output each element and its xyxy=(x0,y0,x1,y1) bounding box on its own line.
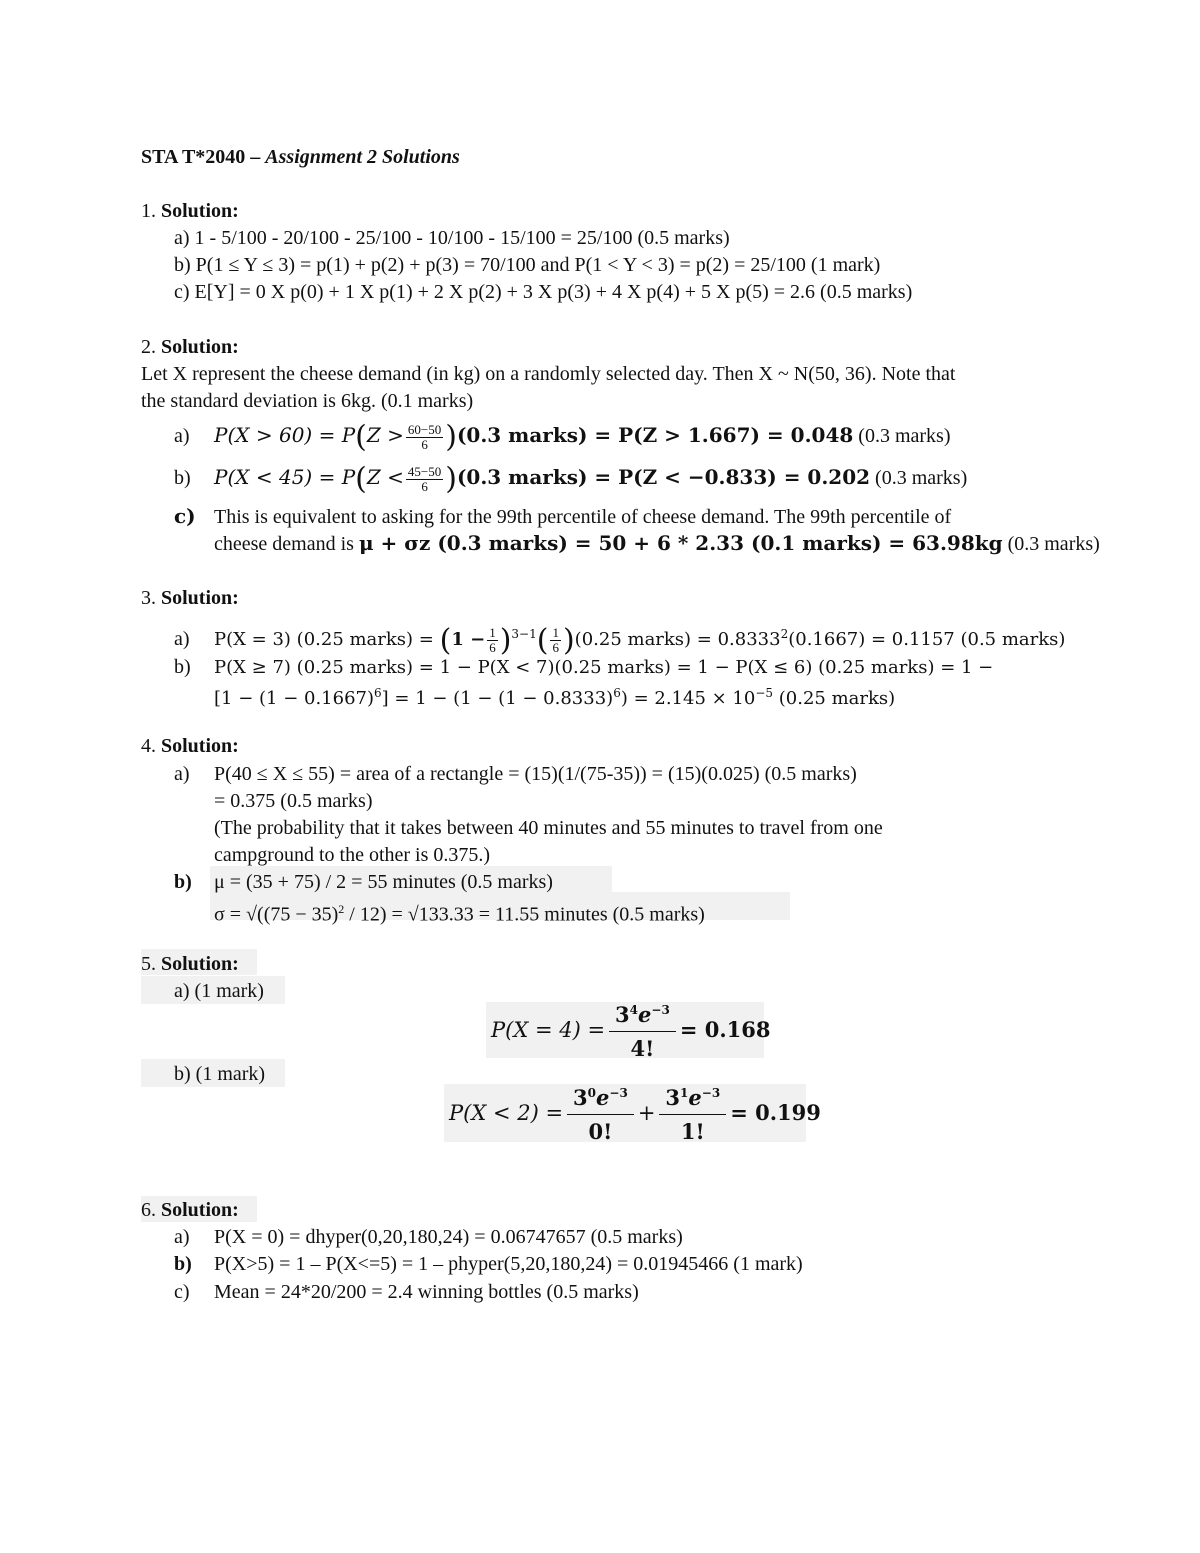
document-title xyxy=(141,144,460,170)
q6-part-a: a) P(X = 0) = dhyper(0,20,180,24) = 0.06747657 (0.5 marks) xyxy=(174,1226,683,1248)
q2-intro-line-1: Let X represent the cheese demand (in kg) on a randomly selected day. Then X ~ N(50, 36). Note that xyxy=(141,363,956,385)
q2-part-b: b) P(X < 45) = P(Z < $\frac{45-50}{6}$ )(0.3 marks) = P(Z < −0.833) = 0.202 (0.3 marks) xyxy=(174,461,968,497)
q1-part-c: c) E[Y] = 0 X p(0) + 1 X p(1) + 2 X p(2) + 3 X p(3) + 4 X p(4) + 5 X p(5) = 2.6 (0.5 marks) xyxy=(174,281,913,303)
title-course: STA T*2040 – xyxy=(141,146,266,168)
question-1-heading: 1. Solution: xyxy=(141,200,239,222)
q4-part-a-line-3: (The probability that it takes between 40 minutes and 55 minutes to travel from one xyxy=(214,817,883,839)
q6-part-c: c) Mean = 24*20/200 = 2.4 winning bottles (0.5 marks) xyxy=(174,1281,639,1303)
question-5-heading: 5. Solution: xyxy=(141,953,239,975)
q2-part-c-line-1: c) This is equivalent to asking for the 99th percentile of cheese demand. The 99th percentile of xyxy=(174,504,952,528)
q5-part-a-label: a) (1 mark) xyxy=(174,980,264,1002)
q4-part-a-line-1: a) P(40 ≤ X ≤ 55) = area of a rectangle = (15)(1/(75-35)) = (15)(0.025) (0.5 marks) xyxy=(174,763,857,785)
q2-part-a: a) P(X > 60) = P(Z > $\frac{60-50}{6}$ )(0.3 marks) = P(Z > 1.667) = 0.048 (0.3 marks) xyxy=(174,419,951,455)
q5-a-equation: P(X = 4) = $\frac{3^4e^{-3}}{4!}$ = 0.168 xyxy=(491,1002,771,1061)
question-2-heading: 2. Solution: xyxy=(141,336,239,358)
q4-part-a-line-4: campground to the other is 0.375.) xyxy=(214,844,491,866)
question-6-heading: 6. Solution: xyxy=(141,1199,239,1221)
q2-intro-line-2: the standard deviation is 6kg. (0.1 marks) xyxy=(141,390,474,412)
q3-part-a: a) P(X = 3) (0.25 marks) = (1 − $\frac{1}{6}$ )$^{3-1}$( $\frac{1}{6}$ )(0.25 marks) = $0.8333^2(0.1667) = 0.1157$ (0.5 marks) xyxy=(174,622,1066,658)
title-assignment: Assignment 2 Solutions xyxy=(265,146,460,168)
question-4-heading: 4. Solution: xyxy=(141,735,239,757)
q2-part-c-line-2: cheese demand is μ + σz (0.3 marks) = 50 + 6 * 2.33 (0.1 marks) = 63.98kg (0.3 marks) xyxy=(214,531,1100,555)
q6-part-b: b) P(X>5) = 1 – P(X<=5) = 1 – phyper(5,20,180,24) = 0.01945466 (1 mark) xyxy=(174,1253,803,1275)
q3-part-b-line-1: b) P(X ≥ 7) (0.25 marks) = 1 − P(X < 7)(0.25 marks) = 1 − P(X ≤ 6) (0.25 marks) = 1 − xyxy=(174,656,994,678)
q4-part-b-line-1: b) μ = (35 + 75) / 2 = 55 minutes (0.5 marks) xyxy=(174,871,553,893)
q5-b-equation: P(X < 2) = $\frac{3^0e^{-3}}{0!}$ + $\frac{3^1e^{-3}}{1!}$ = 0.199 xyxy=(449,1085,821,1144)
q4-part-b-line-2: $\sigma = √((75 - 35)^2 / 12) = √133.33 = 11.55$ minutes (0.5 marks) xyxy=(214,902,705,926)
q5-part-b-label: b) (1 mark) xyxy=(174,1063,266,1085)
question-3-heading: 3. Solution: xyxy=(141,587,239,609)
q4-part-a-line-2: = 0.375 (0.5 marks) xyxy=(214,790,373,812)
q3-part-b-line-2: $[1 - (1 - 0.1667)^6] = 1 - (1 - (1 - 0.8333)^6) = 2.145 \times 10^{-5}$ (0.25 marks) xyxy=(214,686,896,709)
q1-part-a: a) 1 - 5/100 - 20/100 - 25/100 - 10/100 - 15/100 = 25/100 (0.5 marks) xyxy=(174,227,730,249)
q1-part-b: b) P(1 ≤ Y ≤ 3) = p(1) + p(2) + p(3) = 70/100 and P(1 < Y < 3) = p(2) = 25/100 (1 mark) xyxy=(174,254,881,276)
